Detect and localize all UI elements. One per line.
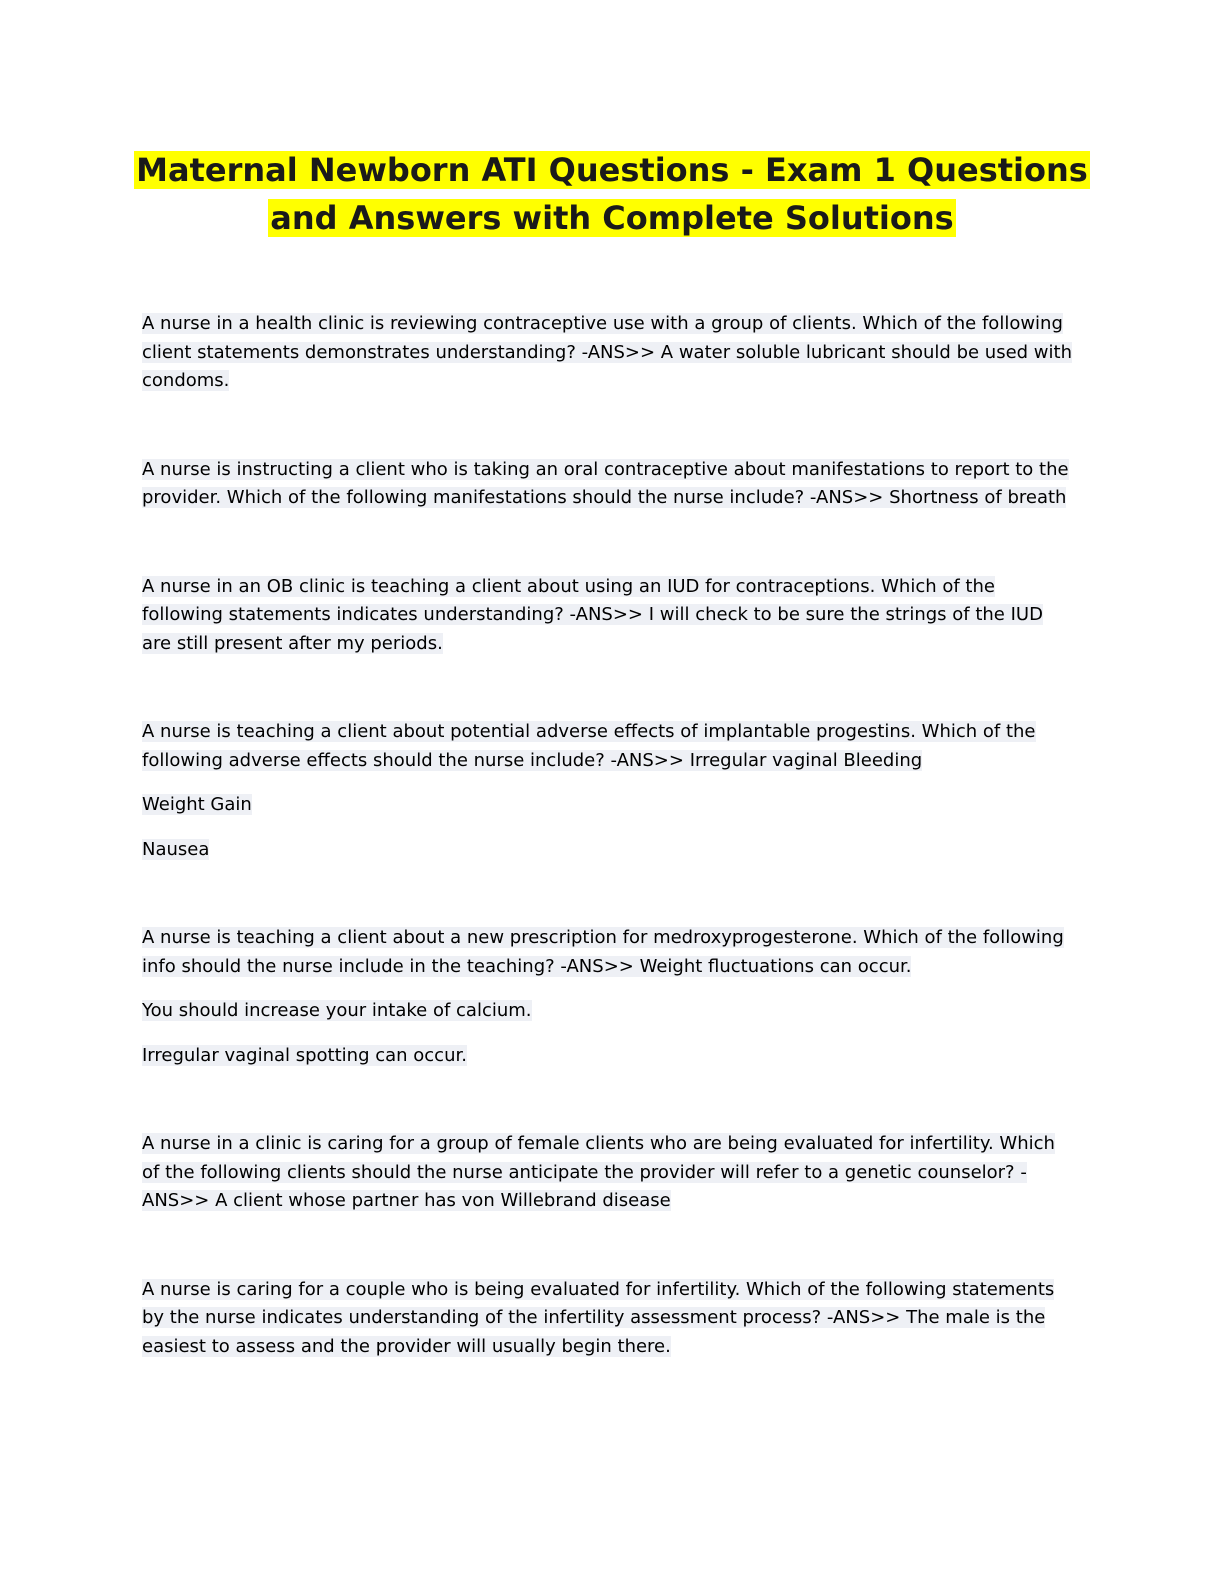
qa-list	[142, 310, 1072, 1361]
qa-item	[142, 573, 1072, 659]
qa-text: A nurse in an OB clinic is teaching a client about using an IUD for contraceptions. Which of the following statements indicates understanding? -ANS>> I will check to be sure the strings of the IUD are still present after my periods.	[142, 575, 1043, 654]
document-title	[120, 146, 1104, 242]
qa-item	[142, 1276, 1072, 1362]
qa-text: A nurse is caring for a couple who is being evaluated for infertility. Which of the following statements by the nurse indicates understanding of the infertility assessment process? -ANS>> The male is the easiest to assess and the provider will usually begin there.	[142, 1278, 1055, 1357]
qa-text: A nurse is teaching a client about a new prescription for medroxyprogesterone. Which of the following info should the nurse include in the teaching? -ANS>> Weight fluctuations can occur.	[142, 927, 1064, 977]
answer-extra: You should increase your intake of calcium.	[142, 1000, 532, 1021]
answer-extra: Nausea	[142, 838, 210, 860]
title-line-2: and Answers with Complete Solutions	[270, 199, 954, 237]
qa-item	[142, 924, 1072, 1070]
qa-text: A nurse in a clinic is caring for a group of female clients who are being evaluated for infertility. Which of the following clients should the nurse anticipate the provider will refer to a genetic counselor? -ANS>> A client whose partner has von Willebrand disease	[142, 1133, 1055, 1211]
title-line-1: Maternal Newborn ATI Questions - Exam 1 Questions	[136, 151, 1088, 189]
qa-text: A nurse is teaching a client about potential adverse effects of implantable progestins. Which of the following adverse effects should the nurse include? -ANS>> Irregular vaginal Bleeding	[142, 721, 1036, 771]
answer-extra: Weight Gain	[142, 794, 252, 815]
qa-item	[142, 1130, 1072, 1216]
qa-item	[142, 456, 1072, 513]
qa-text: A nurse in a health clinic is reviewing contraceptive use with a group of clients. Which of the following client statements demonstrates understanding? -ANS>> A water soluble lubricant should be used with condoms.	[142, 313, 1072, 391]
qa-item	[142, 718, 1072, 864]
answer-extra: Irregular vaginal spotting can occur.	[142, 1044, 467, 1066]
qa-item	[142, 310, 1072, 396]
qa-text: A nurse is instructing a client who is taking an oral contraceptive about manifestations to report to the provider. Which of the following manifestations should the nurse include? -ANS>> Shortness of breath	[142, 458, 1069, 508]
